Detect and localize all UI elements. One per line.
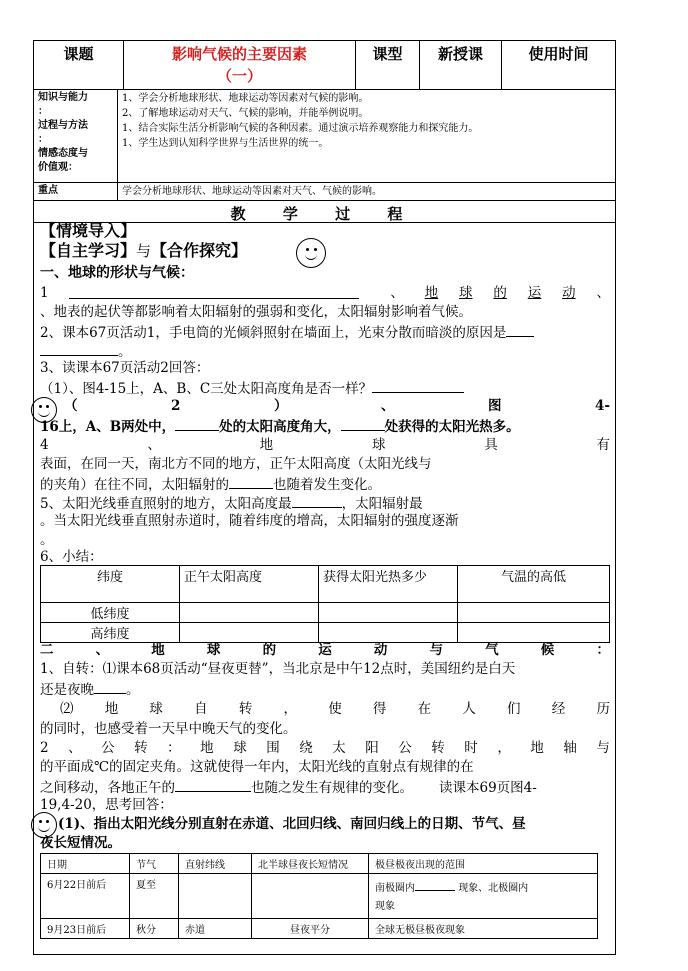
p2-q2-line2: 的平面成℃的固定夹角。这就使得一年内，太阳光线的直射点有规律的在	[40, 759, 474, 775]
q1-blank[interactable]	[69, 284, 359, 299]
q5-line3: 。	[40, 532, 54, 548]
q2-line2: 。	[40, 341, 610, 362]
p2-q1-line3: ⑵ 地 球 自 转 ， 使 得 在 人 们 经 历	[60, 701, 610, 717]
q5-line1: 5、太阳光线垂直照射的地方，太阳高度最 ，太阳辐射最	[40, 493, 610, 514]
summary-table: 纬度 正午太阳高度 获得太阳光热多少 气温的高低 低纬度 高纬度	[40, 565, 610, 643]
solar-table: 日期 节气 直射纬线 北半球昼夜长短情况 极昼极夜出现的范围 6月22日前后 夏至 南极圈内 现象、北极圈内 现象 9月23日前后 秋分 赤道 昼夜平分 全球无极昼极夜现象	[40, 853, 598, 939]
p2-q1-line2: 还是夜晚 。	[40, 679, 610, 700]
topic-label: 课题	[34, 41, 124, 89]
goals-label: 知识与能力 ： 过程与方法 ： 情感态度与 价值观：	[34, 89, 118, 182]
p2-q1-line4: 的同时，也感受着一天早中晚天气的变化。	[40, 721, 297, 737]
section-intro: 【情境导入】	[40, 221, 137, 240]
part1-title: 一、地球的形状与气候：	[40, 265, 194, 281]
p2-q3-line2: 夜长短情况。	[40, 835, 121, 851]
p2-q3-line1: (1)、指出太阳光线分别直射在赤道、北回归线、南回归线上的日期、节气、昼	[58, 816, 526, 832]
time-label: 使用时间	[528, 45, 589, 63]
q2-line1: 2、课本67页活动1，手电筒的光倾斜照射在墙面上，光束分散而暗淡的原因是	[40, 322, 610, 343]
part2-title: 二 、 地 球 的 运 动 与 气 候 ：	[40, 642, 610, 658]
process-title-row	[34, 201, 615, 223]
q5-line2: 。当太阳光线垂直照射赤道时，随着纬度的增高，太阳辐射的强度逐渐	[40, 513, 459, 529]
key-label: 重点	[34, 183, 118, 200]
p2-q2-line4: 19,4-20，思考回答：	[40, 797, 173, 813]
q4-line3: 的夹角）在往不同，太阳辐射的 也随着发生变化。	[40, 474, 610, 495]
type-value: 新授课	[420, 41, 502, 89]
q4-line2: 表面，在同一天，南北方不同的地方，正午太阳高度（太阳光线与	[40, 456, 432, 472]
process-title: 教 学 过 程	[230, 205, 419, 223]
q2-blank[interactable]	[506, 322, 534, 337]
p2-q2-line3: 之间移动，各地正午的 也随之发生有规律的变化。 读课本69页图4-	[40, 777, 610, 798]
p2-q2-line1: 2 、 公 转 ： 地 球 围 绕 太 阳 公 转 时 ， 地 轴 与	[40, 740, 610, 756]
q3-sub2-line2: 16上，A、B两处中， 处的太阳高度角大， 处获得的太阳光热多。	[40, 416, 610, 437]
q3-line1: 3、读课本67页活动2回答：	[40, 360, 210, 376]
q1-line2: 、地表的起伏等都影响着太阳辐射的强弱和变化，太阳辐射影响着气候。	[40, 304, 472, 320]
lesson-plan-page	[33, 40, 616, 955]
q6: 6、小结：	[40, 549, 103, 565]
lesson-title: 影响气候的主要因素 （一）	[124, 41, 356, 89]
q1-line1: 1 、 地 球 的 运 动 、	[40, 285, 610, 301]
q3-sub2-line1: （ 2 ） 、 图 4-	[64, 398, 610, 414]
q4-line1: 4 、 地 球 具 有	[40, 437, 610, 453]
p2-q1-line1: 1、自转：⑴课本68页活动“昼夜更替”，当北京是中午12点时，美国纽约是白天	[40, 661, 516, 677]
key-row	[34, 183, 615, 201]
q3-sub1: （1）、图4-15上，A、B、C三处太阳高度角是否一样？	[40, 378, 610, 399]
header-row	[34, 41, 615, 90]
type-label: 课型	[356, 41, 420, 89]
goals-row	[34, 89, 615, 183]
key-text: 学会分析地球形状、地球运动等因素对天气、气候的影响。	[122, 186, 382, 197]
goals-list: 1、学会分析地球形状、地球运动等因素对气候的影响。 2、了解地球运动对天气、气候的影响，并能举例说明。 1、结合实际生活分析影响气候的各种因素。通过演示培养观察能力和探究能力。 1、学生达到认知科学世界与生活世界的统一。	[122, 93, 479, 149]
section-study: 【自主学习】与【合作探究】	[40, 241, 248, 260]
